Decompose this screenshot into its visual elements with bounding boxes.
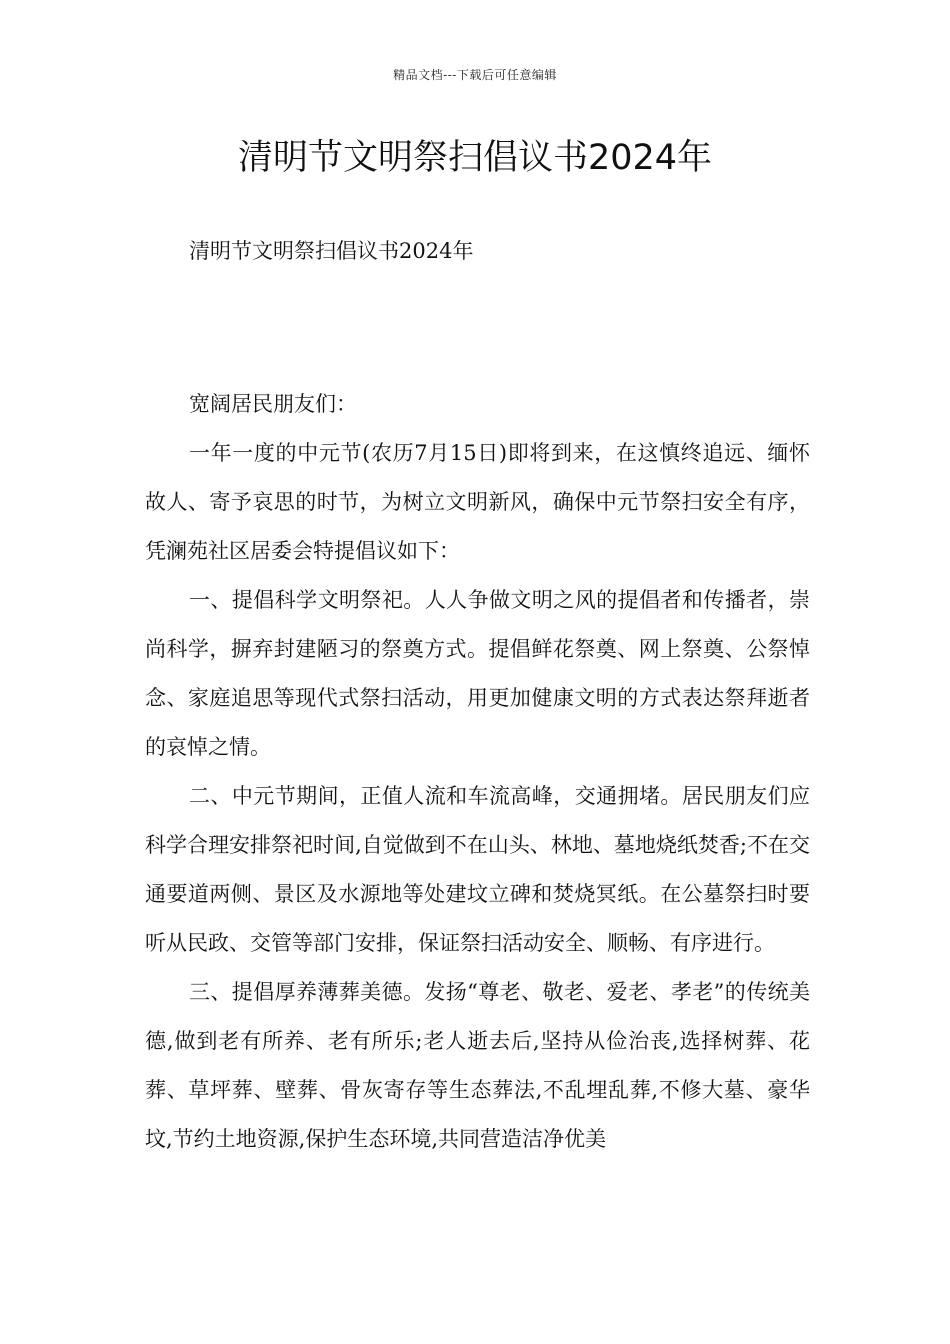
- paragraph: 二、中元节期间，正值人流和车流高峰，交通拥堵。居民朋友们应科学合理安排祭祀时间,自觉做到不在山头、林地、墓地烧纸焚香;不在交通要道两侧、景区及水源地等处建坟立碑和焚烧冥纸。在公墓祭扫时要听从民政、交管等部门安排，保证祭扫活动安全、顺畅、有序进行。: [145, 784, 810, 955]
- header-note: 精品文档---下载后可任意编辑: [393, 68, 557, 82]
- paragraph: 一年一度的中元节(农历7月15日)即将到来，在这慎终追远、缅怀故人、寄予哀思的时节，为树立文明新风，确保中元节祭扫安全有序，凭澜苑社区居委会特提倡议如下：: [145, 441, 810, 563]
- document-title: 清明节文明祭扫倡议书2024年: [237, 138, 713, 178]
- paragraph: 三、提倡厚养薄葬美德。发扬“尊老、敬老、爱老、孝老”的传统美德,做到老有所养、老有所乐;老人逝去后,坚持从俭治丧,选择树葬、花葬、草坪葬、壁葬、骨灰寄存等生态葬法,不乱埋乱葬,不修大墓、豪华坟,节约土地资源,保护生态环境,共同营造洁净优美: [145, 980, 810, 1151]
- document-subtitle: 清明节文明祭扫倡议书2024年: [189, 239, 474, 263]
- greeting: 宽阔居民朋友们：: [189, 392, 357, 416]
- paragraph: 一、提倡科学文明祭祀。人人争做文明之风的提倡者和传播者，崇尚科学，摒弃封建陋习的祭奠方式。提倡鲜花祭奠、网上祭奠、公祭悼念、家庭追思等现代式祭扫活动，用更加健康文明的方式表达祭拜逝者的哀悼之情。: [145, 588, 810, 759]
- document-body: [145, 380, 810, 1164]
